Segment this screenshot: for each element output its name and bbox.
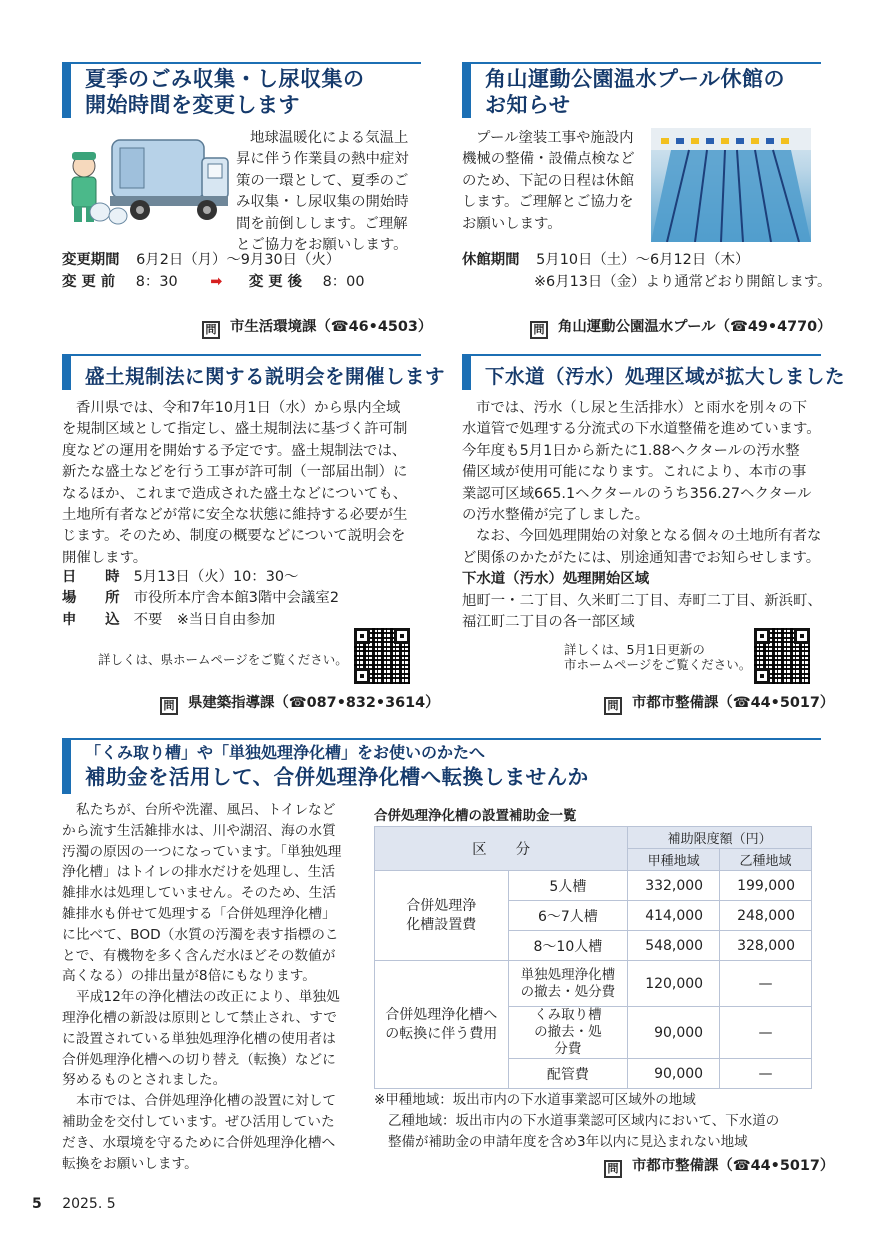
s4-body-line: 市では、汚水（し尿と生活排水）と雨水を別々の下 [476, 400, 807, 416]
table-header-b: 乙種地域 [720, 849, 812, 871]
table-cell-b: 248,000 [720, 901, 812, 931]
table-cell-a: 332,000 [628, 871, 720, 901]
s4-body-line: 今年度も5月1日から新たに1.88ヘクタールの汚水整 [462, 442, 800, 459]
s5-body [62, 800, 358, 1174]
s3-date-value: 5月13日（火）10：30～ [133, 569, 299, 585]
table-cell-a: 548,000 [628, 931, 720, 961]
subsidy-table [374, 826, 812, 1089]
s4-contact [604, 691, 834, 715]
s5-note-line: 整備が補助金の申請年度を含め3年以内に見込まれない地域 [388, 1134, 748, 1150]
s5-body-line: とで、有機物を多く含んだ水ほどその数値が [62, 947, 336, 964]
table-cell-b: 199,000 [720, 871, 812, 901]
s4-body-line: の汚水整備が完了しました。 [462, 507, 650, 524]
page-footer [32, 1196, 116, 1212]
s2-body-line: します。ご理解とご協力を [462, 194, 634, 211]
s5-note-line: ※甲種地域：坂出市内の下水道事業認可区域外の地域 [374, 1092, 696, 1108]
table-row-label: 配管費 [508, 1059, 628, 1089]
s1-after-value: 8：00 [322, 274, 365, 290]
s2-note: ※6月13日（金）より通常どおり開館します。 [534, 274, 832, 290]
s2-period-row [462, 250, 749, 271]
s5-header [62, 738, 812, 794]
s4-more-line: 市ホームページをご覧ください。 [564, 657, 752, 672]
table-cell-a: 120,000 [628, 961, 720, 1007]
s3-header [62, 354, 446, 390]
s1-header [62, 62, 412, 118]
s1-title-line1: 夏季のごみ収集・し尿収集の [85, 67, 365, 91]
s5-body-line: 私たちが、台所や洗濯、風呂、トイレなど [76, 802, 336, 818]
s5-body-line: 理浄化槽の新設は原則として禁止され、すで [62, 1009, 337, 1026]
s3-body-line: 香川県では、令和7年10月1日（水）から県内全域 [76, 400, 401, 416]
s3-contact-text: 県建築指導課（☎087•832•3614） [188, 695, 440, 711]
issue-date: 2025. 5 [62, 1196, 116, 1212]
s5-contact-text: 市都市整備課（☎44•5017） [632, 1158, 835, 1174]
s1-body-line: 間を前倒しします。ご理解 [236, 215, 408, 232]
s3-body-line: じます。そのため、制度の概要などについて説明会を [62, 528, 406, 545]
table-header-a: 甲種地域 [628, 849, 720, 871]
s1-after-label: 変 更 後 [248, 274, 303, 290]
s3-body [62, 398, 418, 569]
s3-body-line: 開催します。 [62, 549, 148, 566]
s2-period-value: 5月10日（土）～6月12日（木） [536, 252, 750, 268]
contact-mark-icon: 問 [604, 1160, 622, 1178]
s4-body-line: 業認可区域665.1ヘクタールのうち356.27ヘクタール [462, 485, 812, 502]
s3-place-label: 場 所 [62, 590, 120, 607]
table-group-1: 合併処理浄化槽設置費 [375, 871, 509, 961]
contact-mark-icon: 問 [160, 697, 178, 715]
table-header-kubun: 区 分 [375, 827, 628, 871]
s4-area-line: 福江町二丁目の各一部区域 [462, 614, 635, 631]
s2-period-label: 休館期間 [462, 252, 520, 268]
s3-body-line: 土地所有者などが常に安全な状態に維持する必要が生 [62, 507, 408, 524]
s3-apply-label: 申 込 [62, 611, 120, 628]
contact-mark-icon: 問 [604, 697, 622, 715]
s4-body-line: 水道管で処理する分流式の下水道整備を進めています。 [462, 421, 821, 438]
s3-more-text: 詳しくは、県ホームページをご覧ください。 [98, 652, 348, 667]
s2-body-line: プール塗装工事や施設内 [476, 130, 634, 146]
s5-body-line: 平成12年の浄化槽法の改正により、単独処 [76, 989, 340, 1006]
s4-area-line: 旭町一・二丁目、久米町二丁目、寿町二丁目、新浜町、 [462, 592, 822, 609]
s5-body-line: 補助金を交付しています。ぜひ活用していた [62, 1113, 335, 1130]
s4-header [462, 354, 846, 390]
s4-body-line: なお、今回処理開始の対象となる個々の土地所有者な [476, 528, 822, 545]
contact-mark-icon: 問 [530, 321, 548, 339]
table-cell-b: — [720, 1007, 812, 1059]
s5-contact [604, 1154, 834, 1178]
s1-body-line: 策の一環として、夏季のご [236, 172, 409, 189]
s3-place-value: 市役所本庁舎本館3階中会議室2 [133, 590, 339, 607]
s4-contact-text: 市都市整備課（☎44•5017） [632, 695, 835, 711]
s2-body-line: 機械の整備・設備点検など [462, 151, 635, 168]
s5-body-line: 本市では、合併処理浄化槽の設置に対して [76, 1093, 337, 1110]
table-row-label: 5人槽 [508, 871, 628, 901]
s2-title-line1: 角山運動公園温水プール休館の [485, 67, 785, 91]
s4-body-line: ど関係のかたがたには、別途通知書でお知らせします。 [462, 549, 821, 566]
s2-body [462, 128, 648, 235]
page-number: 5 [32, 1196, 42, 1212]
s5-body-line: 努めるものとされました。 [62, 1072, 227, 1089]
s5-body-line: 合併処理浄化槽への切り替え（転換）などに [62, 1051, 336, 1068]
s1-before-label: 変 更 前 [62, 274, 116, 290]
contact-mark-icon: 問 [202, 321, 220, 339]
table-row [375, 871, 812, 901]
s4-more-line: 詳しくは、5月1日更新の [564, 642, 705, 657]
s3-details [62, 567, 339, 631]
s2-contact-text: 角山運動公園温水プール（☎49•4770） [558, 319, 832, 335]
s4-more [564, 642, 751, 672]
s3-body-line: を規制区域として指定し、盛土規制法に基づく許可制 [62, 421, 408, 438]
s5-body-line: に設置されている単独処理浄化槽の使用者は [62, 1030, 336, 1047]
s5-body-line: に比べて、BOD（水質の汚濁を表す指標のこ [62, 926, 339, 943]
s1-time-row [62, 272, 365, 293]
s1-period-row [62, 250, 340, 271]
s3-apply-value: 不要 ※当日自由参加 [133, 611, 276, 628]
table-row-label: 8～10人槽 [508, 931, 628, 961]
s5-body-line: 雑排水も併せて処理する「合併処理浄化槽」 [62, 905, 336, 922]
table-group-2: 合併処理浄化槽への転換に伴う費用 [375, 961, 509, 1089]
table-row-label: 6～7人槽 [508, 901, 628, 931]
s1-body [236, 128, 416, 256]
s2-body-line: お願いします。 [462, 215, 562, 232]
s5-table-title: 合併処理浄化槽の設置補助金一覧 [374, 808, 577, 824]
s5-body-line: 汚濁の原因の一つになっています。「単独処理 [62, 843, 342, 860]
table-cell-a: 90,000 [628, 1007, 720, 1059]
table-header-limit: 補助限度額（円） [628, 827, 812, 849]
s2-header [462, 62, 812, 118]
pool-photo [651, 128, 811, 242]
s2-title-line2: お知らせ [485, 93, 571, 117]
s3-contact [160, 691, 440, 715]
s1-title-line2: 開始時間を変更します [85, 93, 300, 117]
s5-body-line: 浄化槽」はトイレの排水だけを処理し、生活 [62, 864, 336, 881]
s3-qr-code[interactable] [354, 628, 410, 684]
s5-body-line: 雑排水は処理していません。そのため、生活 [62, 885, 337, 902]
s3-body-line: 新たな盛土などを行う工事が許可制（一部届出制）に [62, 464, 408, 481]
s4-title: 下水道（汚水）処理区域が拡大しました [485, 365, 846, 388]
s5-title: 補助金を活用して、合併処理浄化槽へ転換しませんか [85, 765, 589, 789]
s2-contact [530, 315, 832, 339]
s5-body-line: 転換をお願いします。 [62, 1155, 198, 1172]
s3-title: 盛土規制法に関する説明会を開催します [85, 365, 446, 388]
s4-qr-code[interactable] [754, 628, 810, 684]
s4-body-line: 備区域が使用可能になります。これにより、本市の事 [462, 464, 807, 481]
s1-body-line: 地球温暖化による気温上 [250, 130, 409, 146]
s5-body-line: だき、水環境を守るために合併処理浄化槽へ [62, 1134, 336, 1151]
s5-subtitle: 「くみ取り槽」や「単独処理浄化槽」をお使いのかたへ [85, 743, 486, 762]
s1-body-line: 昇に伴う作業員の熱中症対 [236, 151, 409, 168]
s2-body-line: のため、下記の日程は休館 [462, 172, 635, 189]
table-row-label: 単独処理浄化槽の撤去・処分費 [508, 961, 628, 1007]
table-row [375, 961, 812, 1007]
s3-body-line: 度などの運用を開始する予定です。盛土規制法では、 [62, 442, 407, 459]
s1-body-line: とご協力をお願いします。 [236, 237, 408, 254]
table-cell-a: 90,000 [628, 1059, 720, 1089]
s5-body-line: から流す生活雑排水は、川や湖沼、海の水質 [62, 822, 336, 839]
s1-period-value: 6月2日（月）～9月30日（火） [136, 252, 341, 268]
s1-period-label: 変更期間 [62, 252, 120, 268]
garbage-truck-illustration [62, 132, 232, 232]
s3-date-label: 日 時 [62, 569, 120, 585]
table-row-label: くみ取り槽の撤去・処分費 [508, 1007, 628, 1059]
s1-contact [202, 315, 432, 339]
s4-area-label: 下水道（汚水）処理開始区域 [462, 571, 650, 588]
s1-before-value: 8：30 [135, 274, 178, 290]
s1-contact-text: 市生活環境課（☎46•4503） [230, 319, 433, 335]
s5-body-line: 高くなる）の排出量が8倍にもなります。 [62, 968, 316, 985]
table-cell-b: 328,000 [720, 931, 812, 961]
s5-notes [374, 1090, 779, 1153]
s1-body-line: み収集・し尿収集の開始時 [236, 194, 409, 211]
s3-body-line: なるほか、これまで造成された盛土などについても、 [62, 485, 408, 502]
s4-body [462, 398, 822, 633]
s5-note-line: 乙種地域：坂出市内の下水道事業認可区域内において、下水道の [388, 1113, 780, 1129]
table-cell-a: 414,000 [628, 901, 720, 931]
table-cell-b: — [720, 1059, 812, 1089]
table-cell-b: — [720, 961, 812, 1007]
arrow-right-icon: ➡ [210, 274, 223, 290]
